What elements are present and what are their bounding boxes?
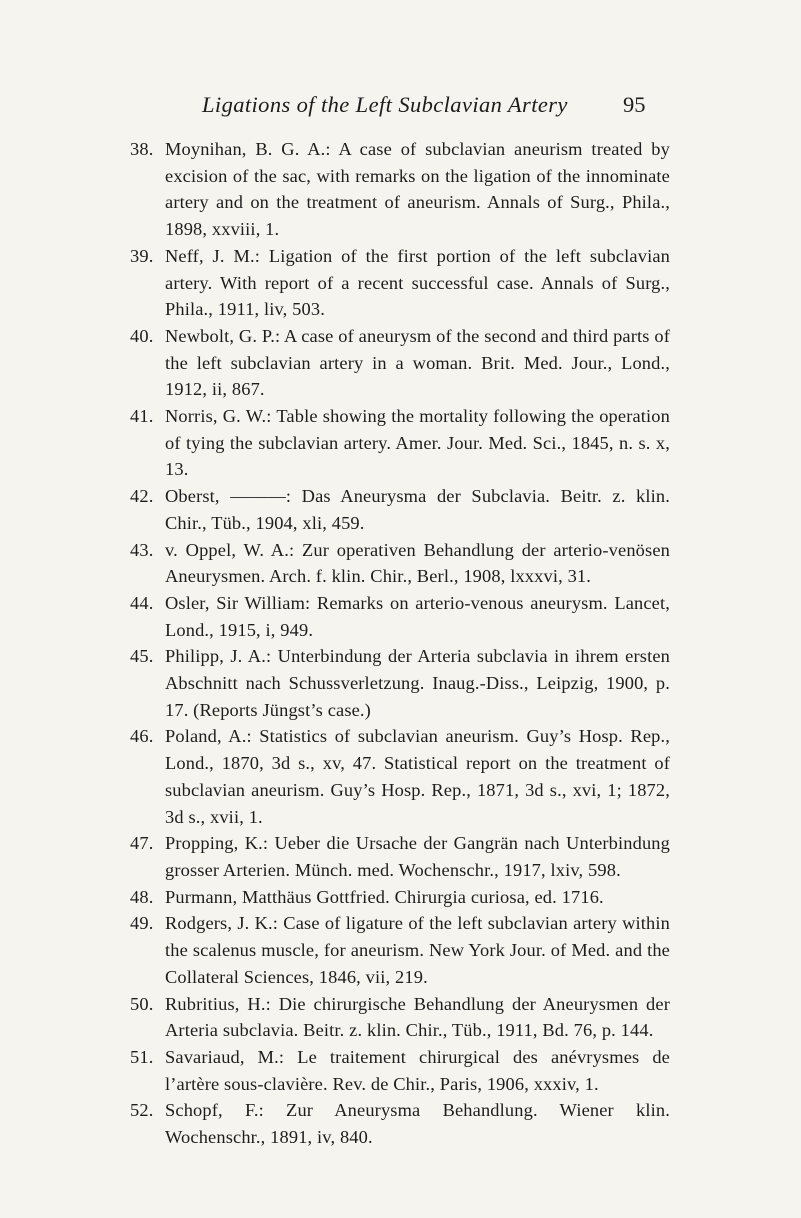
reference-entry (130, 830, 670, 883)
reference-entry (130, 884, 670, 911)
reference-number: 40. (130, 325, 154, 346)
reference-entry (130, 537, 670, 590)
reference-number: 49. (130, 913, 154, 934)
reference-entry (130, 323, 670, 403)
reference-text: Philipp, J. A.: Unterbindung der Arteria subclavia in ihrem ersten Abschnitt nach Schussverletzung. Inaug.-Diss., Leipzig, 1900, p. 17. (Reports Jüngst’s case.) (165, 646, 670, 720)
reference-number: 50. (130, 993, 154, 1014)
reference-text: Poland, A.: Statistics of subclavian aneurism. Guy’s Hosp. Rep., Lond., 1870, 3d s., xv, 47. Statistical report on the treatment of subclavian aneurism. Guy’s Hosp. Rep., 1871, 3d s., xvi, 1; 1872, 3d s., xvii, 1. (165, 726, 670, 827)
reference-text: Oberst, ———: Das Aneurysma der Subclavia. Beitr. z. klin. Chir., Tüb., 1904, xli, 459. (165, 486, 670, 533)
reference-entry (130, 1044, 670, 1097)
reference-number: 44. (130, 592, 154, 613)
reference-number: 51. (130, 1046, 154, 1067)
reference-entry (130, 1097, 670, 1150)
reference-text: Norris, G. W.: Table showing the mortality following the operation of tying the subclavian artery. Amer. Jour. Med. Sci., 1845, n. s. x, 13. (165, 406, 670, 480)
reference-number: 48. (130, 886, 154, 907)
reference-text: Osler, Sir William: Remarks on arterio-venous aneurysm. Lancet, Lond., 1915, i, 949. (165, 592, 670, 640)
reference-text: Rubritius, H.: Die chirurgische Behandlung der Aneurysmen der Arteria subclavia. Beitr. z. klin. Chir., Tüb., 1911, Bd. 76, p. 144. (165, 993, 670, 1041)
reference-text: Propping, K.: Ueber die Ursache der Gangrän nach Unterbindung grosser Arterien. Münch. med. Wochenschr., 1917, lxiv, 598. (165, 833, 670, 880)
reference-text: Neff, J. M.: Ligation of the first portion of the left subclavian artery. With report of a recent successful case. Annals of Surg., Phila., 1911, liv, 503. (165, 245, 670, 320)
page-number: 95 (623, 92, 646, 117)
reference-entry (130, 910, 670, 990)
reference-number: 42. (130, 486, 154, 507)
reference-number: 47. (130, 833, 154, 854)
reference-text: Newbolt, G. P.: A case of aneurysm of the second and third parts of the left subclavian artery in a woman. Brit. Med. Jour., Lond., 1912, ii, 867. (165, 325, 670, 400)
reference-number: 52. (130, 1100, 154, 1121)
reference-entry (130, 723, 670, 830)
reference-entry (130, 643, 670, 723)
reference-text: Rodgers, J. K.: Case of ligature of the left subclavian artery within the scalenus muscle, for aneurism. New York Jour. of Med. and the Collateral Sciences, 1846, vii, 219. (165, 913, 670, 987)
reference-text: Purmann, Matthäus Gottfried. Chirurgia curiosa, ed. 1716. (165, 886, 604, 907)
running-head (0, 92, 801, 124)
reference-entry (130, 483, 670, 536)
reference-text: Schopf, F.: Zur Aneurysma Behandlung. Wiener klin. Wochenschr., 1891, iv, 840. (165, 1100, 670, 1148)
reference-entry (130, 403, 670, 483)
reference-text: Moynihan, B. G. A.: A case of subclavian aneurism treated by excision of the sac, with remarks on the ligation of the innominate artery and on the treatment of aneurism. Annals of Surg., Phila., 1898, xxviii, 1. (165, 139, 670, 240)
reference-text: Savariaud, M.: Le traitement chirurgical des anévrysmes de l’artère sous-clavière. Rev. de Chir., Paris, 1906, xxxiv, 1. (165, 1046, 670, 1094)
reference-text: v. Oppel, W. A.: Zur operativen Behandlung der arterio-venösen Aneurysmen. Arch. f. klin. Chir., Berl., 1908, lxxxvi, 31. (165, 539, 670, 587)
reference-entry (130, 243, 670, 323)
reference-entry (130, 590, 670, 643)
reference-number: 39. (130, 245, 154, 266)
reference-number: 45. (130, 646, 154, 667)
reference-number: 38. (130, 139, 154, 159)
reference-entry (130, 991, 670, 1044)
reference-entry (130, 136, 670, 243)
reference-number: 43. (130, 539, 154, 560)
reference-number: 41. (130, 406, 154, 427)
running-title: Ligations of the Left Subclavian Artery (202, 92, 568, 117)
reference-number: 46. (130, 726, 154, 747)
reference-list (130, 136, 670, 1151)
